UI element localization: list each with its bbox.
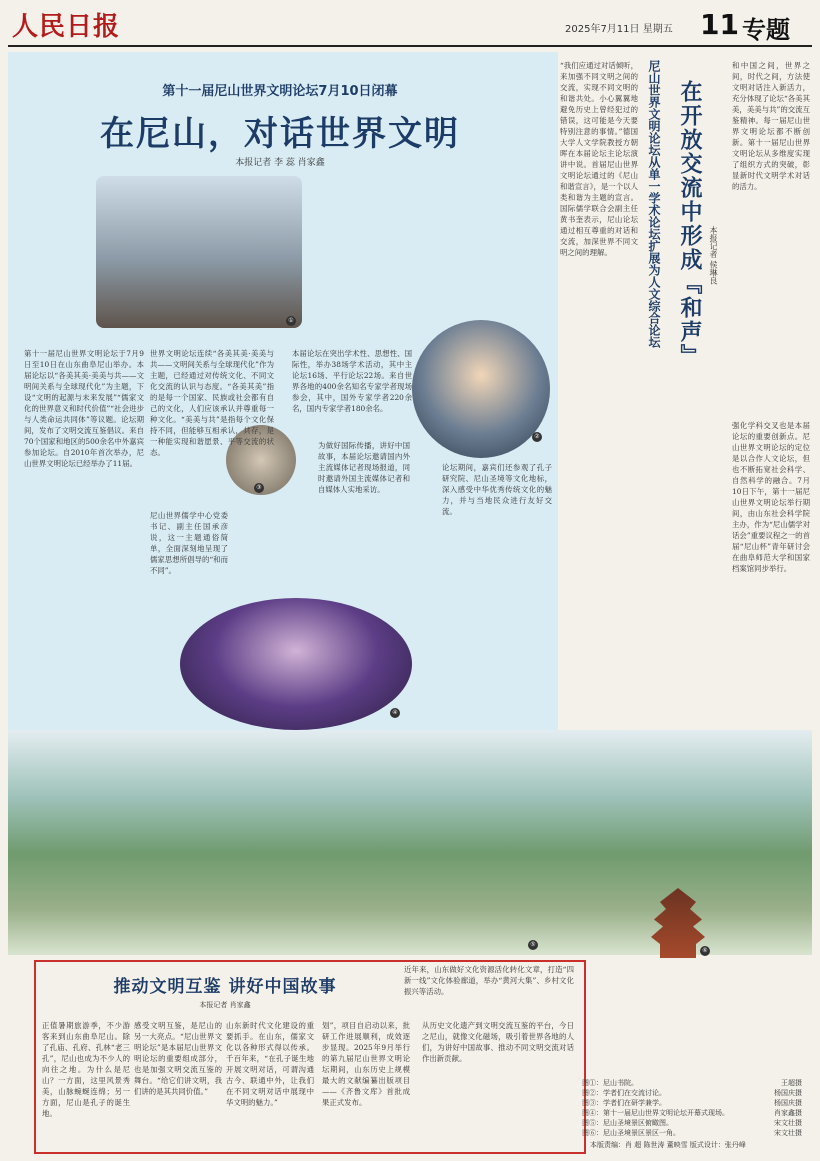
photo-number-5: ⑤ xyxy=(528,940,538,950)
caption-row xyxy=(582,1108,802,1118)
photo-number-4: ④ xyxy=(390,708,400,718)
side-byline: 本报记者 侯琳良 xyxy=(709,226,718,285)
caption-credit: 宋文壮摄 xyxy=(774,1119,802,1127)
side-column-2: 和中国之间，世界之间，时代之间，方法使文明对话注入新活力，充分体现了论坛“各美其美，美美与共”的交流互鉴精神。每一届尼山世界文明论坛都不断创新。第十一届尼山世界文明论坛从多维度实现了组织方式的突破，彰显新时代文明学术对话的活力。 xyxy=(732,61,810,191)
box-column-2: 感受文明互鉴，是尼山的另一大亮点。“尼山世界文明论坛”是本届尼山世界文明论坛的重要组成部分，也是加强文明交流互鉴的舞台。“给它们讲文明，我们讲的是其共同价值。” xyxy=(134,1021,222,1096)
caption-text: 图②：学者们在交流讨论。 xyxy=(582,1089,666,1097)
caption-credit: 王超摄 xyxy=(781,1079,802,1087)
side-headline: 在开放交流中形成『和声』 xyxy=(677,80,702,368)
caption-row xyxy=(582,1128,802,1138)
main-column-1: 第十一届尼山世界文明论坛于7月9日至10日在山东曲阜尼山举办。本届论坛以“各美其美·美美与共——文明间关系与全球现代化”为主题，下设“文明的起源与未来发展”“儒家文化的世界意义和时代价值”“社会进步与人类命运共同体”等议题。论坛期间，发布了文明交流互鉴倡议。来自70个国家和地区的500余名中外嘉宾参加论坛。自2010年首次举办，尼山世界文明论坛已经举办了11届。 xyxy=(24,349,144,468)
main-column-2: 世界文明论坛连续“各美其美·美美与共——文明间关系与全球现代化”作为主题，已经通过对传统文化、不同文化交流的认识与态度。“各美其美”指的是每一个国家、民族或社会都有自己的文化，人们应该承认并尊重每一种文化。“美美与共”是指每个文化保持不同，但能够互相承认，共存，是一种能实现和谐愿景、平等交流的状态。 xyxy=(150,349,274,457)
photo-captions xyxy=(582,1078,802,1138)
main-byline: 本报记者 李 蕊 肖家鑫 xyxy=(235,158,325,168)
caption-credit: 杨国庆摄 xyxy=(774,1089,802,1097)
main-kicker: 第十一届尼山世界文明论坛7月10日闭幕 xyxy=(162,84,398,99)
main-column-2b: 尼山世界儒学中心党委书记、副主任国承彦说，这一主题通俗简单，全面深刻地呈现了儒家思想所倡导的“和而不同”。 xyxy=(150,511,228,575)
newspaper-logo: 人民日报 xyxy=(12,12,121,42)
section-title: 专题 xyxy=(742,16,790,44)
caption-text: 图③：学者们在研学兼学。 xyxy=(582,1099,666,1107)
main-column-3b: 为做好国际传播，讲好中国故事，本届论坛邀请国内外主流媒体记者现场报道，同时邀请外国主流媒体记者和自媒体人实地采访。 xyxy=(318,441,410,494)
box-column-1: 正值暑期旅游季，不少游客来到山东曲阜尼山。除了孔庙、孔府、孔林“老三孔”，尼山也成为不少人的向往之地。为什么是尼山？一方面，这里风景秀美，山脉蜿蜒连绵；另一方面，尼山是孔子的诞生地。 xyxy=(42,1021,130,1118)
caption-credit: 杨国庆摄 xyxy=(774,1099,802,1107)
caption-row xyxy=(582,1118,802,1128)
box-column-3: 山东新时代文化建设的重要抓手。在山东，儒家文化以各种形式得以传承。千百年来，“在孔子诞生地开展文明对话，可谓沟通古今、联通中外，让我们在不同文明对话中展现中华文明的魅力。” xyxy=(226,1021,314,1107)
main-column-3: 本届论坛在突出学术性、思想性、国际性，举办38场学术活动，其中主论坛16场、平行论坛22场。来自世界各地的400余名知名专家学者现场参会，其中，国外专家学者220余名，国内专家学者180余名。 xyxy=(292,349,412,413)
main-headline: 在尼山，对话世界文明 xyxy=(100,114,460,154)
editor-credits: 本版责编：肖 超 陈世涛 董映雪 版式设计：张丹峰 xyxy=(590,1141,746,1149)
masthead-divider xyxy=(8,45,812,47)
photo-scholars-discussion xyxy=(412,320,550,458)
photo-number-6: ⑥ xyxy=(700,946,710,956)
caption-row xyxy=(582,1088,802,1098)
photo-opening-ceremony xyxy=(180,598,412,730)
page-number: 11 xyxy=(700,8,739,41)
box-column-5: 近年来，山东做好文化资源活化转化文章，打造“四新一线”文化体验廊道，举办“黄河大集”、乡村文化振兴等活动。 xyxy=(404,965,574,996)
photo-number-2: ② xyxy=(532,432,542,442)
caption-text: 图①：尼山书院。 xyxy=(582,1079,638,1087)
caption-row xyxy=(582,1098,802,1108)
photo-nishan-academy xyxy=(96,176,302,328)
box-headline: 推动文明互鉴 讲好中国故事 xyxy=(113,977,337,997)
photo-number-3: ③ xyxy=(254,483,264,493)
caption-text: 图⑥：尼山圣境景区景区一角。 xyxy=(582,1129,680,1137)
photo-number-1: ① xyxy=(286,316,296,326)
masthead xyxy=(0,0,820,46)
caption-text: 图⑤：尼山圣境景区俯瞰图。 xyxy=(582,1119,673,1127)
caption-credit: 宋文壮摄 xyxy=(774,1129,802,1137)
box-column-6: 从历史文化遗产到文明交流互鉴的平台，今日之尼山，就像文化磁场，吸引着世界各地的人们，为讲好中国故事、推动不同文明交流对话作出新贡献。 xyxy=(422,1021,574,1063)
issue-date: 2025年7月11日 星期五 xyxy=(565,24,673,35)
side-column-1: “我们应通过对话倾听，来加强不同文明之间的交流，实现不同文明的和谐共处。小心翼翼地避免历史上曾经犯过的错误，这可能是今天要特别注意的事情。”德国大学人文学院教授方朝晖在本届论坛主论坛演讲中说。首届尼山世界文明论坛通过的《尼山和谐宣言》，是一个以人类和谐为主题的宣言。国际儒学联合会副主任黄书奎表示，尼山论坛通过相互尊重的对话和交流，加深世界不同文明之间的理解。 xyxy=(560,61,638,257)
caption-text: 图④：第十一届尼山世界文明论坛开幕式现场。 xyxy=(582,1109,729,1117)
side-column-3: 强化学科交叉也是本届论坛的重要创新点。尼山世界文明论坛的定位是以合作人文论坛，但也不断拓宽社会科学、自然科学的融合。7月10日下午，第十一届尼山世界文明论坛举行期间，由山东社会科学院主办，作为“尼山儒学对话会”重要议程之一的首届“尼山杯”青年研讨会在曲阜师范大学和国家档案馆同步举行。 xyxy=(732,421,810,573)
caption-row xyxy=(582,1078,802,1088)
box-byline: 本报记者 肖家鑫 xyxy=(199,1001,251,1009)
main-column-4: 论坛期间，嘉宾们还参观了孔子研究院、尼山圣境等文化地标，深入感受中华优秀传统文化的魅力，并与当地民众进行友好交流。 xyxy=(442,463,552,516)
side-subheadline: 尼山世界文明论坛从单一学术论坛扩展为人文综合论坛 xyxy=(647,60,661,348)
box-column-4: 划”，项目自启动以来，批研工作进展顺利，成效逐步显现。2025年9月举行的第九届尼山世界文明论坛期间，山东历史上规模最大的文献编纂出版项目——《齐鲁文库》首批成果正式发布。 xyxy=(322,1021,410,1107)
caption-credit: 肖家鑫摄 xyxy=(774,1109,802,1117)
